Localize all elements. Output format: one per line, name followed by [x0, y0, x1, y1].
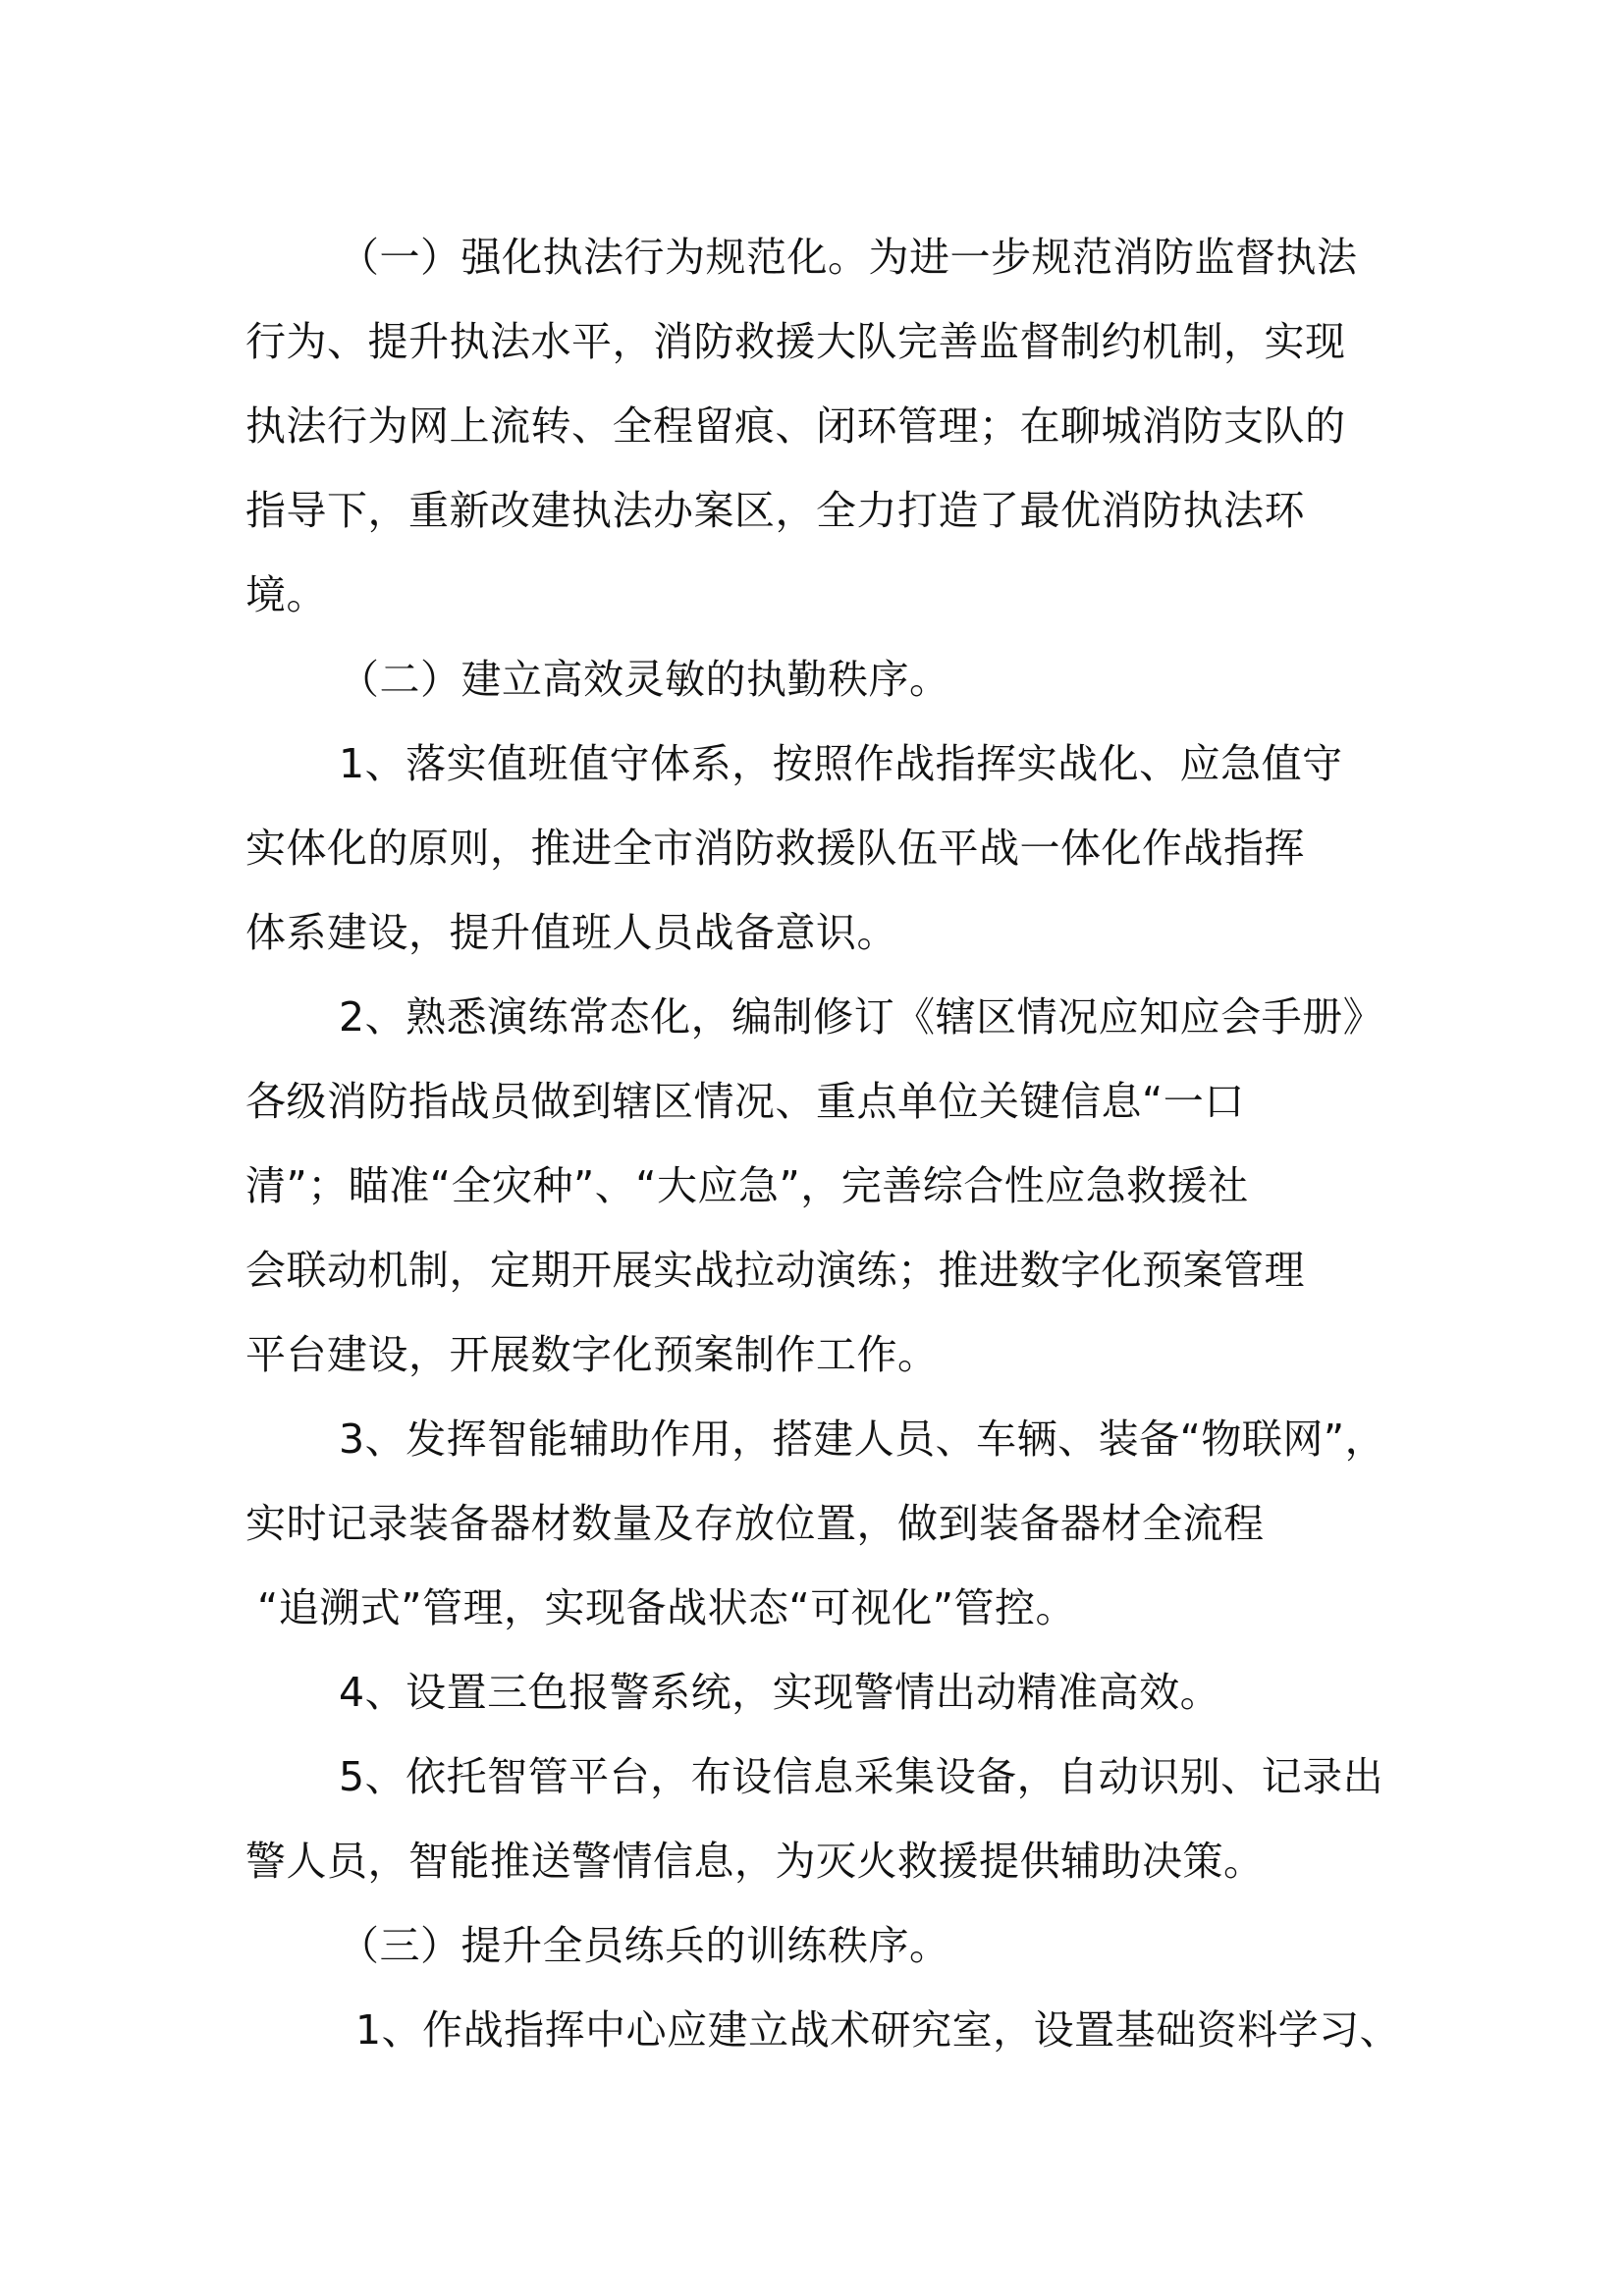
paragraph-line: 警人员，智能推送警情信息，为灭火救援提供辅助决策。 — [245, 1838, 1265, 1885]
paragraph-line: 体系建设，提升值班人员战备意识。 — [245, 909, 897, 956]
paragraph-line: 会联动机制，定期开展实战拉动演练；推进数字化预案管理 — [245, 1247, 1305, 1294]
section-heading: （二）建立高效灵敏的执勤秩序。 — [339, 656, 950, 703]
paragraph-line: 清”；瞄准“全灾种”、“大应急”，完善综合性应急救援社 — [245, 1162, 1249, 1209]
paragraph-line: 5、依托智管平台，布设信息采集设备，自动识别、记录出 — [339, 1753, 1384, 1800]
paragraph-line: 境。 — [245, 571, 327, 618]
paragraph-line: 1、作战指挥中心应建立战术研究室，设置基础资料学习、 — [355, 2006, 1401, 2054]
paragraph-line: “追溯式”管理，实现备战状态“可视化”管控。 — [257, 1584, 1076, 1631]
paragraph-line: 实体化的原则，推进全市消防救援队伍平战一体化作战指挥 — [245, 825, 1305, 872]
section-heading: （三）提升全员练兵的训练秩序。 — [339, 1922, 950, 1969]
paragraph-line: 3、发挥智能辅助作用，搭建人员、车辆、装备“物联网”， — [339, 1415, 1386, 1463]
paragraph-line: （一）强化执法行为规范化。为进一步规范消防监督执法 — [339, 234, 1358, 281]
paragraph-line: 1、落实值班值守体系，按照作战指挥实战化、应急值守 — [339, 740, 1343, 787]
paragraph-line: 2、熟悉演练常态化，编制修订《辖区情况应知应会手册》 — [339, 993, 1384, 1041]
paragraph-line: 4、设置三色报警系统，实现警情出动精准高效。 — [339, 1669, 1221, 1716]
paragraph-line: 各级消防指战员做到辖区情况、重点单位关键信息“一口 — [245, 1078, 1245, 1125]
paragraph-line: 行为、提升执法水平，消防救援大队完善监督制约机制，实现 — [245, 318, 1346, 365]
paragraph-line: 实时记录装备器材数量及存放位置，做到装备器材全流程 — [245, 1500, 1265, 1547]
paragraph-line: 执法行为网上流转、全程留痕、闭环管理；在聊城消防支队的 — [245, 402, 1346, 450]
paragraph-line: 平台建设，开展数字化预案制作工作。 — [245, 1331, 939, 1378]
paragraph-line: 指导下，重新改建执法办案区，全力打造了最优消防执法环 — [245, 487, 1305, 534]
